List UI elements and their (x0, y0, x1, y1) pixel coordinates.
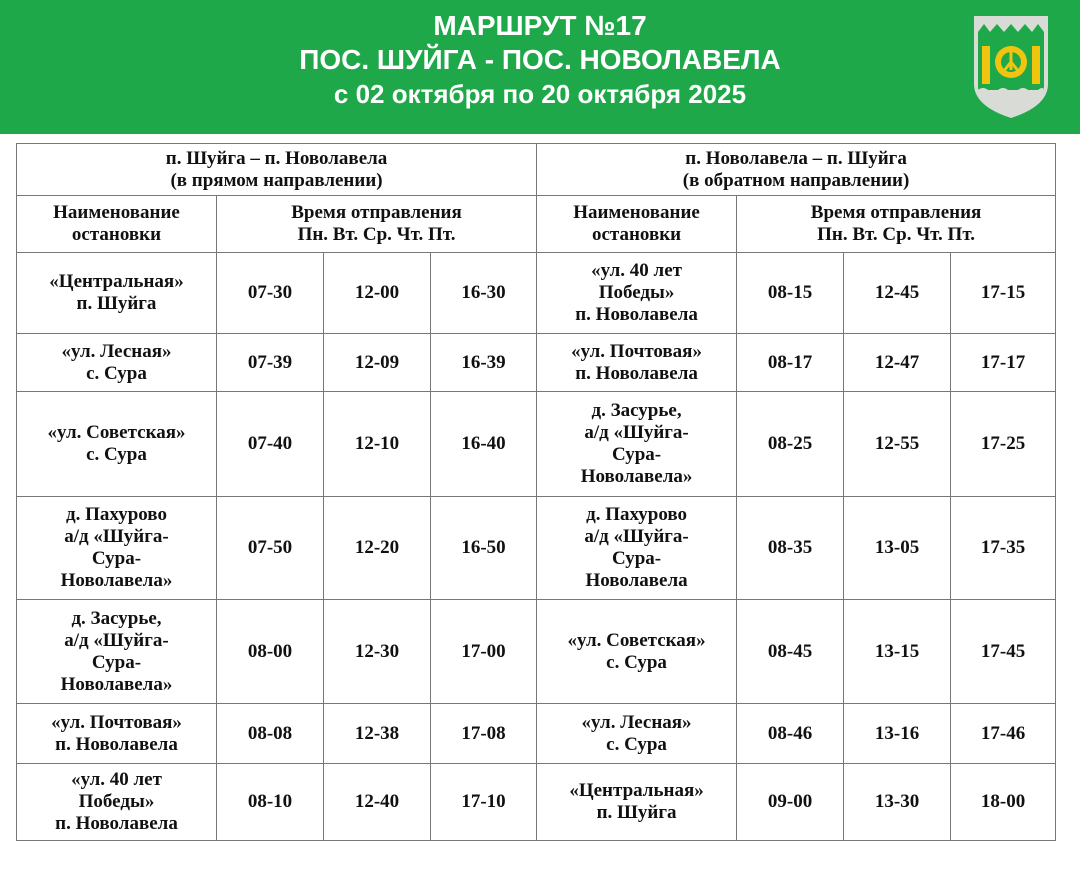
forward-time-header: Время отправления Пн. Вт. Ср. Чт. Пт. (217, 196, 537, 253)
forward-departure-time: 08-08 (217, 704, 324, 764)
backward-departure-time: 17-25 (951, 392, 1056, 497)
table-row (17, 497, 1056, 600)
table-row (17, 704, 1056, 764)
backward-departure-time: 08-25 (737, 392, 844, 497)
backward-departure-time: 12-55 (844, 392, 951, 497)
backward-departure-time: 08-17 (737, 334, 844, 392)
forward-departure-time: 12-20 (324, 497, 431, 600)
forward-stop-name: д. Засурье, а/д «Шуйга- Сура- Новолавела» (17, 600, 217, 704)
forward-departure-time: 16-39 (431, 334, 537, 392)
backward-departure-time: 08-35 (737, 497, 844, 600)
backward-departure-time: 13-15 (844, 600, 951, 704)
backward-departure-time: 17-45 (951, 600, 1056, 704)
table-row (17, 392, 1056, 497)
forward-stop-name: «ул. Лесная» с. Сура (17, 334, 217, 392)
forward-departure-time: 12-38 (324, 704, 431, 764)
backward-departure-time: 17-46 (951, 704, 1056, 764)
forward-departure-time: 12-09 (324, 334, 431, 392)
forward-departure-time: 12-00 (324, 253, 431, 334)
forward-departure-time: 17-10 (431, 764, 537, 841)
forward-departure-time: 07-50 (217, 497, 324, 600)
backward-departure-time: 08-45 (737, 600, 844, 704)
forward-departure-time: 16-30 (431, 253, 537, 334)
backward-departure-time: 18-00 (951, 764, 1056, 841)
table-row (17, 600, 1056, 704)
forward-departure-time: 12-30 (324, 600, 431, 704)
backward-departure-time: 13-30 (844, 764, 951, 841)
table-row (17, 334, 1056, 392)
forward-stop-name: «ул. 40 лет Победы» п. Новолавела (17, 764, 217, 841)
forward-departure-time: 07-30 (217, 253, 324, 334)
backward-time-header: Время отправления Пн. Вт. Ср. Чт. Пт. (737, 196, 1056, 253)
date-range: с 02 октября по 20 октября 2025 (333, 79, 747, 109)
backward-departure-time: 09-00 (737, 764, 844, 841)
backward-departure-time: 08-46 (737, 704, 844, 764)
backward-departure-time: 12-45 (844, 253, 951, 334)
backward-stop-name: «Центральная» п. Шуйга (537, 764, 737, 841)
backward-stop-name: «ул. Почтовая» п. Новолавела (537, 334, 737, 392)
forward-departure-time: 07-39 (217, 334, 324, 392)
route-name: ПОС. ШУЙГА - ПОС. НОВОЛАВЕЛА (299, 44, 781, 75)
forward-stop-name: «ул. Почтовая» п. Новолавела (17, 704, 217, 764)
forward-departure-time: 12-40 (324, 764, 431, 841)
forward-stop-header: Наименование остановки (17, 196, 217, 253)
backward-stop-name: «ул. Советская» с. Сура (537, 600, 737, 704)
backward-departure-time: 08-15 (737, 253, 844, 334)
backward-departure-time: 12-47 (844, 334, 951, 392)
backward-stop-name: д. Пахурово а/д «Шуйга- Сура- Новолавела (537, 497, 737, 600)
forward-departure-time: 08-00 (217, 600, 324, 704)
backward-departure-time: 17-35 (951, 497, 1056, 600)
forward-departure-time: 16-40 (431, 392, 537, 497)
forward-departure-time: 12-10 (324, 392, 431, 497)
table-row (17, 764, 1056, 841)
forward-departure-time: 17-00 (431, 600, 537, 704)
backward-stop-name: «ул. Лесная» с. Сура (537, 704, 737, 764)
backward-direction-title: п. Новолавела – п. Шуйга (в обратном направлении) (537, 144, 1056, 196)
forward-departure-time: 16-50 (431, 497, 537, 600)
backward-departure-time: 13-05 (844, 497, 951, 600)
forward-stop-name: «ул. Советская» с. Сура (17, 392, 217, 497)
backward-departure-time: 17-15 (951, 253, 1056, 334)
backward-departure-time: 13-16 (844, 704, 951, 764)
forward-departure-time: 08-10 (217, 764, 324, 841)
table-row (17, 253, 1056, 334)
backward-stop-header: Наименование остановки (537, 196, 737, 253)
route-number: МАРШРУТ №17 (433, 10, 647, 41)
forward-stop-name: «Центральная» п. Шуйга (17, 253, 217, 334)
backward-stop-name: «ул. 40 лет Победы» п. Новолавела (537, 253, 737, 334)
forward-stop-name: д. Пахурово а/д «Шуйга- Сура- Новолавела» (17, 497, 217, 600)
backward-departure-time: 17-17 (951, 334, 1056, 392)
schedule-table (16, 143, 1056, 841)
header-banner (0, 0, 1080, 134)
coat-of-arms-icon (972, 14, 1050, 120)
forward-departure-time: 17-08 (431, 704, 537, 764)
forward-direction-title: п. Шуйга – п. Новолавела (в прямом направлении) (17, 144, 537, 196)
backward-stop-name: д. Засурье, а/д «Шуйга- Сура- Новолавела» (537, 392, 737, 497)
forward-departure-time: 07-40 (217, 392, 324, 497)
